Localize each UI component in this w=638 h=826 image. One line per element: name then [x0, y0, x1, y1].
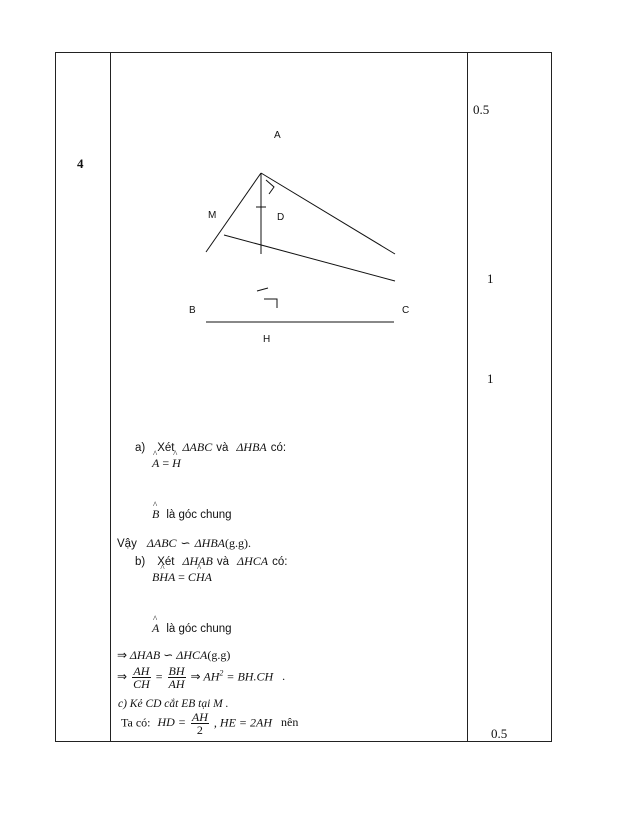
score-1-first: 1 [487, 271, 494, 286]
part-a-line [135, 438, 286, 456]
point-label-C: C [402, 305, 410, 316]
conclusion-similar-a: Vậy ΔABC ∽ ΔHBA(g.g). [117, 536, 251, 550]
part-b-common-angle: ^ A là góc chung [152, 619, 232, 637]
segment-MC [224, 235, 395, 281]
part-a-common-angle: ^ B là góc chung [152, 505, 232, 523]
point-label-H: H [263, 334, 271, 345]
part-a-and: và [216, 442, 229, 454]
part-a-co: có: [270, 442, 287, 454]
fraction-ah-ch: $\frac{AH}{CH}$ [133, 664, 150, 691]
part-a-triangle-1: ΔABC [182, 440, 213, 454]
right-angle-mark-H [264, 299, 277, 308]
fraction-ah-2: $\frac{AH}{2}$ [191, 710, 208, 737]
implication-similar-b: ⇒ ΔHAB ∽ ΔHCA(g.g) [117, 648, 231, 662]
point-label-D: D [277, 212, 285, 223]
fraction-bh-ah: $\frac{BH}{AH}$ [168, 664, 185, 691]
score-0-5-bottom: 0.5 [491, 726, 508, 741]
question-number: 4 [77, 156, 84, 171]
point-label-B: B [189, 305, 196, 316]
part-a-intro: Xét [157, 442, 175, 454]
part-b-line: b) Xét ΔHAB và ΔHCA có: [135, 554, 288, 568]
point-label-M: M [208, 210, 217, 221]
score-1-second: 1 [487, 371, 494, 386]
ta-co-line: Ta có: HD = $\frac{AH}{2}$ , HE = 2AH nên [121, 710, 299, 737]
part-b-marker: b) [135, 556, 146, 568]
part-c-line: c) Kẻ CD cắt EB tại M . [118, 698, 229, 710]
ratio-equation: ⇒ $\frac{AH}{CH}$ = $\frac{BH}{AH}$ ⇒ $AH^2 = BH.CH$ . [117, 664, 286, 691]
part-a-marker: a) [135, 442, 146, 454]
part-a-triangle-2: ΔHBA [236, 440, 267, 454]
point-label-A: A [274, 130, 281, 141]
part-b-angle-equality: B^ HA = C^ HA [152, 570, 212, 585]
part-a-angle-equality: ^ A = ^ H [152, 456, 181, 471]
stray-mark-1 [257, 288, 268, 291]
right-angle-mark-A [266, 180, 274, 194]
score-0-5-top: 0.5 [473, 102, 490, 117]
